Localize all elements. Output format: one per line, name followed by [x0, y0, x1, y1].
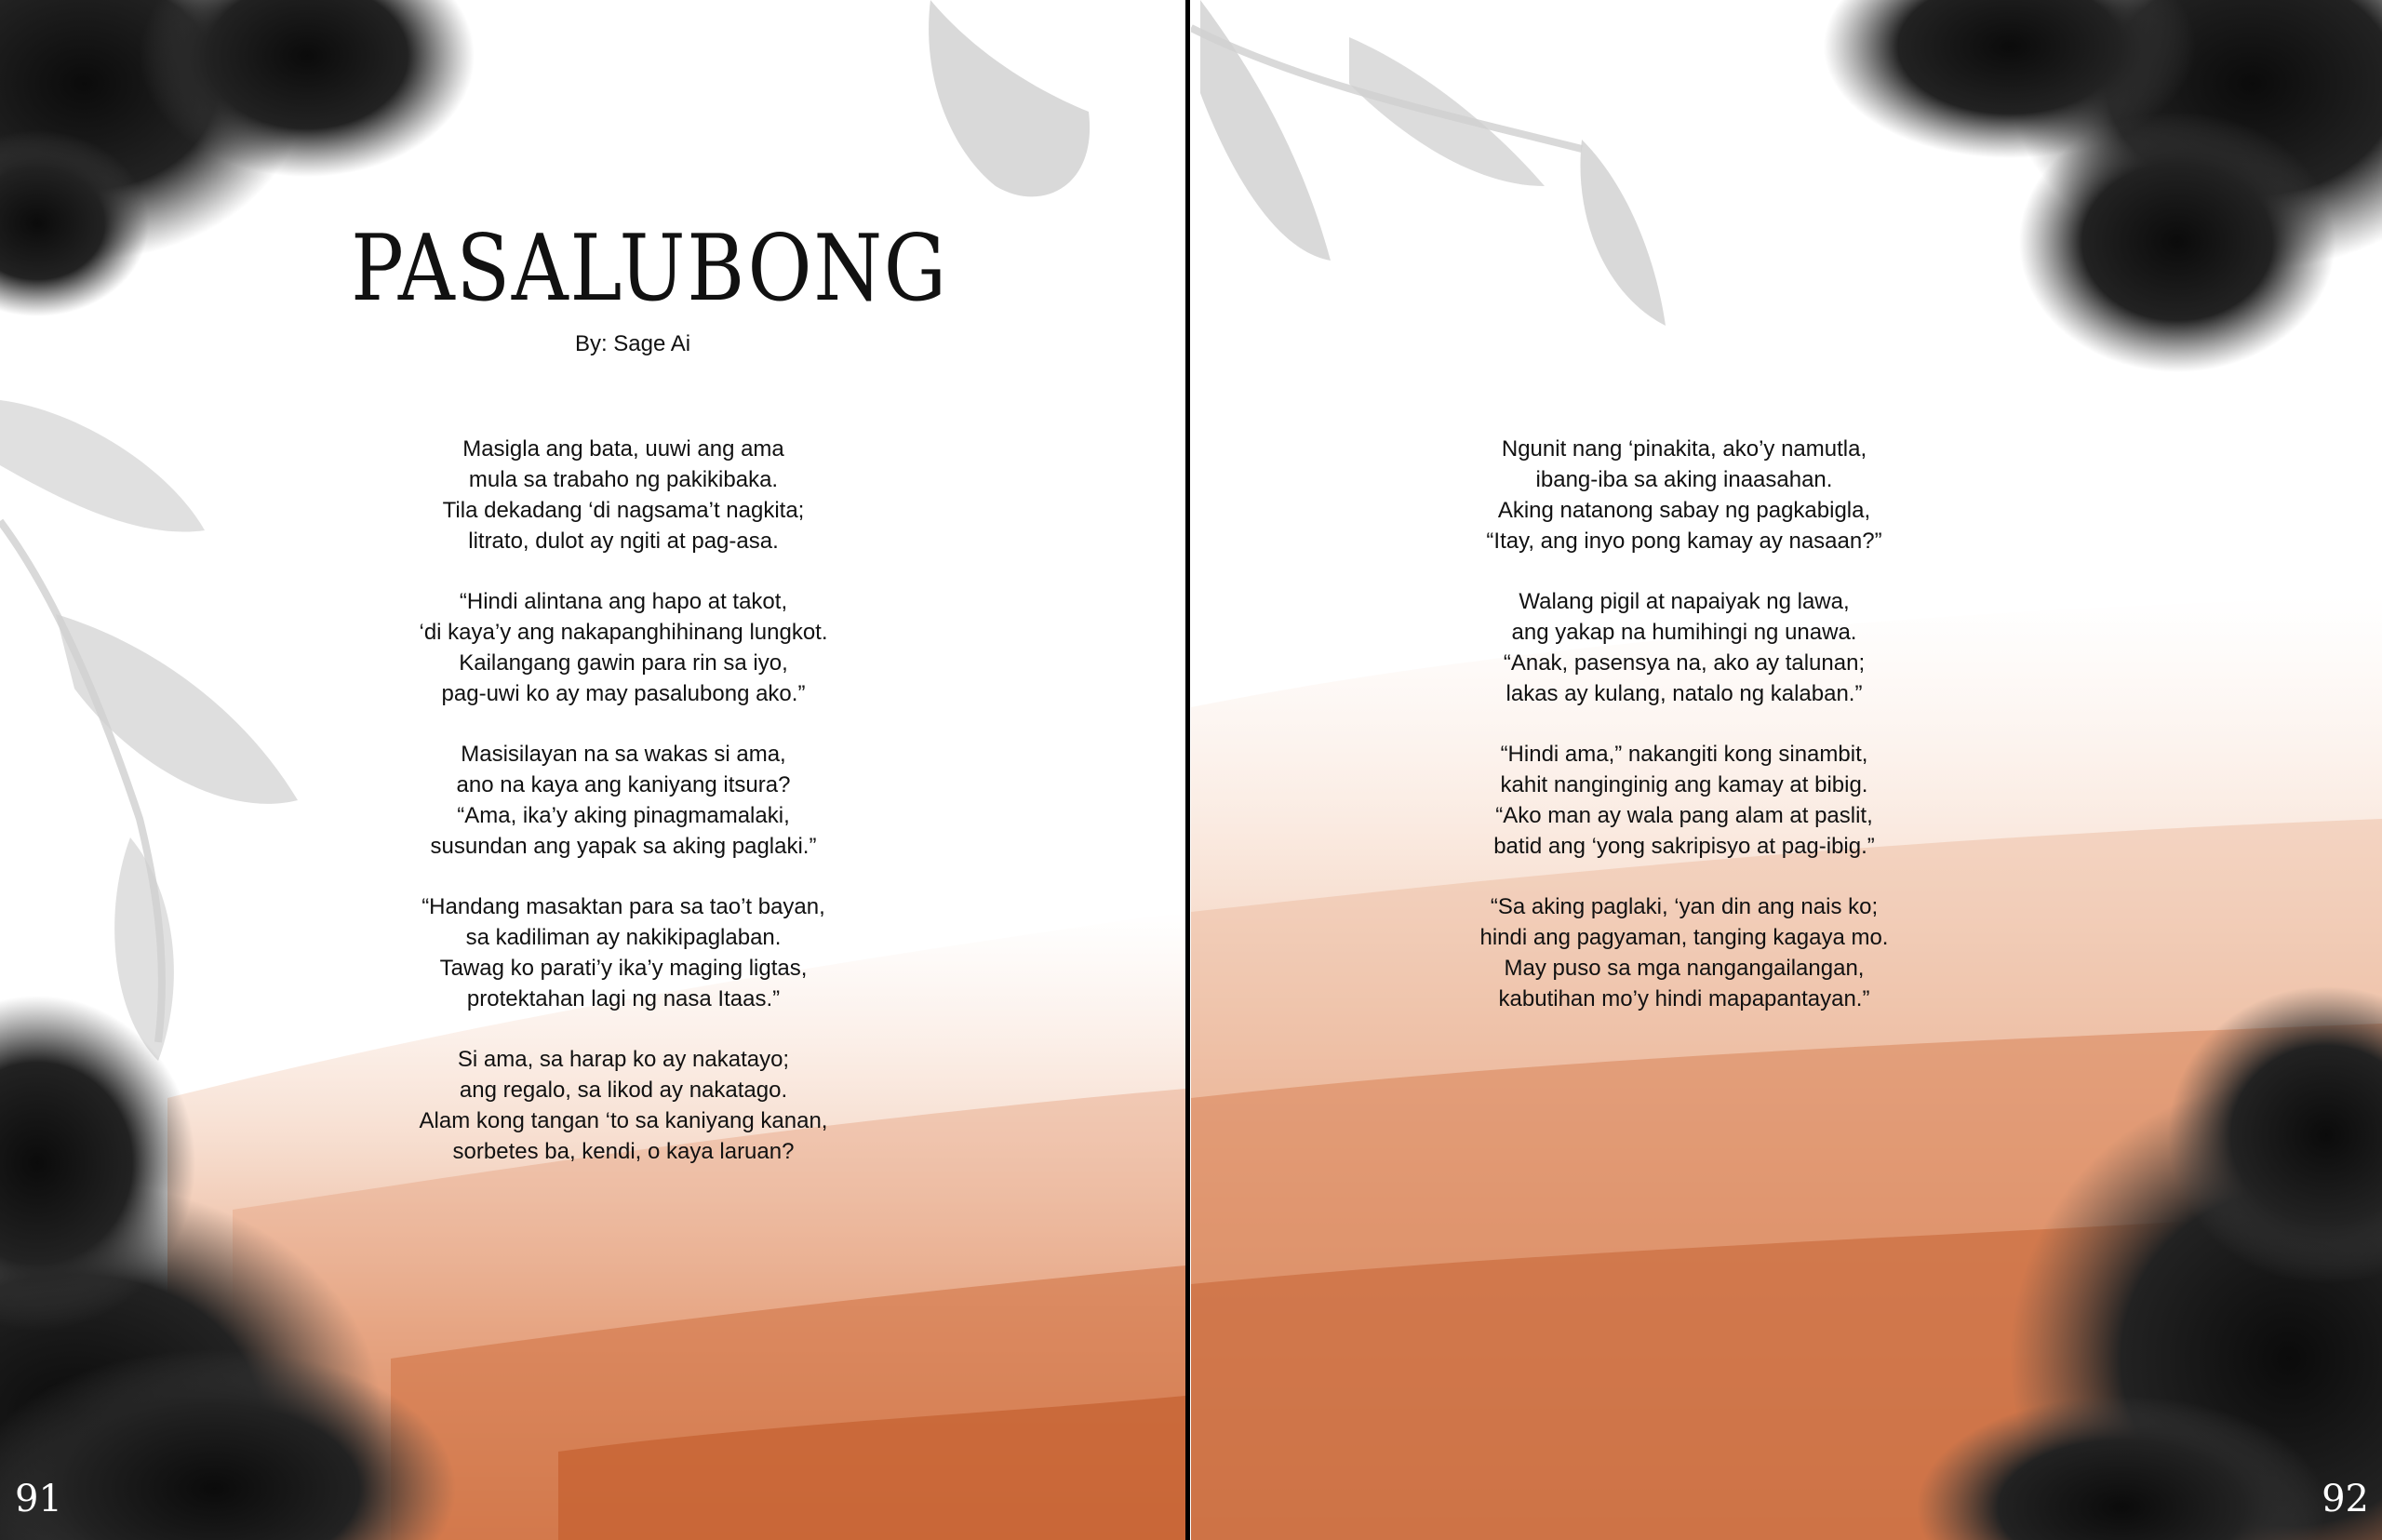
- poem-line: Aking natanong sabay ng pagkabigla,: [1497, 498, 1871, 523]
- poem-line: Si ama, sa harap ko ay nakatayo;: [457, 1047, 790, 1072]
- stanza: [307, 434, 940, 556]
- poem-line: protektahan lagi ng nasa Itaas.”: [466, 986, 781, 1011]
- poem-line: kabutihan mo’y hindi mapapantayan.”: [1498, 986, 1870, 1011]
- stanza: [1377, 891, 1991, 1014]
- poem-line: “Ako man ay wala pang alam at paslit,: [1495, 803, 1873, 828]
- stanza: [307, 586, 940, 709]
- poem-line: Alam kong tangan ‘to sa kaniyang kanan,: [419, 1108, 828, 1133]
- poem-body-right: [1377, 434, 1991, 1044]
- poem-line: Masigla ang bata, uuwi ang ama: [462, 436, 784, 462]
- poem-line: litrato, dulot ay ngiti at pag-asa.: [468, 529, 779, 554]
- poem-line: ‘di kaya’y ang nakapanghihinang lungkot.: [419, 620, 828, 645]
- poem-line: “Sa aking paglaki, ‘yan din ang nais ko;: [1490, 894, 1879, 919]
- poem-line: susundan ang yapak sa aking paglaki.”: [430, 834, 817, 859]
- poem-line: Kailangang gawin para rin sa iyo,: [459, 650, 788, 676]
- poem-line: sa kadiliman ay nakikipaglaban.: [465, 925, 782, 950]
- poem-line: “Anak, pasensya na, ako ay talunan;: [1503, 650, 1866, 676]
- poem-line: batid ang ‘yong sakripisyo at pag-ibig.”: [1493, 834, 1875, 859]
- poem-line: ano na kaya ang kaniyang itsura?: [456, 772, 791, 797]
- poem-line: Tawag ko parati’y ika’y maging ligtas,: [439, 956, 808, 981]
- page-number-right: 92: [2322, 1478, 2369, 1520]
- poem-line: hindi ang pagyaman, tanging kagaya mo.: [1479, 925, 1889, 950]
- right-page: [1191, 0, 2382, 1540]
- poem-line: pag-uwi ko ay may pasalubong ako.”: [441, 681, 806, 706]
- poem-line: Masisilayan na sa wakas si ama,: [461, 742, 786, 767]
- page-number-left: 91: [15, 1478, 62, 1520]
- poem-line: “Itay, ang inyo pong kamay ay nasaan?”: [1486, 529, 1882, 554]
- author-byline: By: Sage Ai: [574, 331, 691, 356]
- poem-line: “Handang masaktan para sa tao’t bayan,: [422, 894, 825, 919]
- poem-body-left: [307, 434, 940, 1197]
- poem-title: PASALUBONG: [351, 216, 948, 322]
- page-divider: [1185, 0, 1190, 1540]
- poem-line: “Ama, ika’y aking pinagmamalaki,: [457, 803, 790, 828]
- poem-line: Tila dekadang ‘di nagsama’t nagkita;: [442, 498, 805, 523]
- left-page: [0, 0, 1185, 1540]
- poem-line: ang yakap na humihingi ng unawa.: [1511, 620, 1857, 645]
- stanza: [1377, 739, 1991, 862]
- poem-line: lakas ay kulang, natalo ng kalaban.”: [1505, 681, 1863, 706]
- poem-line: May puso sa mga nangangailangan,: [1504, 956, 1865, 981]
- poem-line: Ngunit nang ‘pinakita, ako’y namutla,: [1501, 436, 1867, 462]
- poem-line: Walang pigil at napaiyak ng lawa,: [1519, 589, 1850, 614]
- stanza: [307, 739, 940, 862]
- poem-line: sorbetes ba, kendi, o kaya laruan?: [452, 1139, 795, 1164]
- poem-line: “Hindi ama,” nakangiti kong sinambit,: [1500, 742, 1868, 767]
- poem-line: “Hindi alintana ang hapo at takot,: [459, 589, 788, 614]
- stanza: [1377, 586, 1991, 709]
- poem-line: ang regalo, sa likod ay nakatago.: [459, 1078, 788, 1103]
- poem-line: kahit nanginginig ang kamay at bibig.: [1500, 772, 1868, 797]
- stanza: [307, 891, 940, 1014]
- stanza: [1377, 434, 1991, 556]
- poem-line: mula sa trabaho ng pakikibaka.: [468, 467, 779, 492]
- stanza: [307, 1044, 940, 1167]
- poem-line: ibang-iba sa aking inaasahan.: [1535, 467, 1833, 492]
